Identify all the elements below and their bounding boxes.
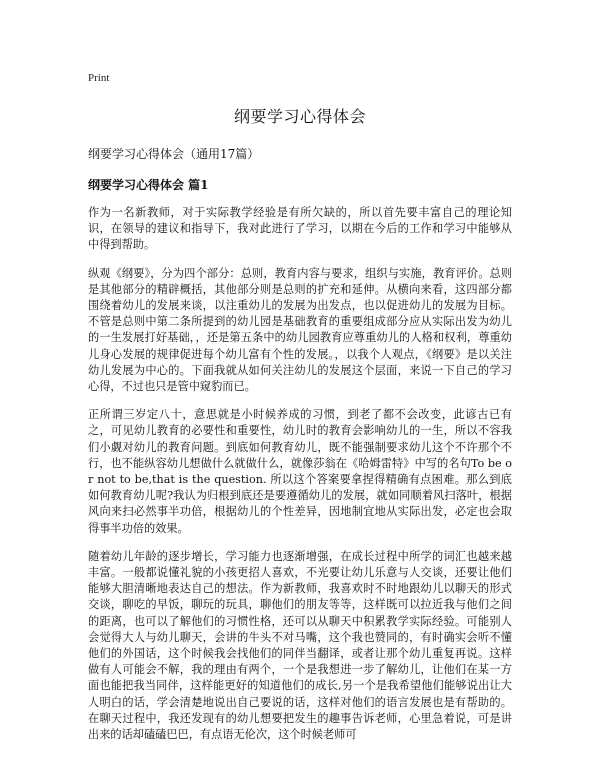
- paragraph-3: 正所谓三岁定八十，意思就是小时候养成的习惯，到老了都不会改变，此谚古已有之，可见幼儿教育的必要性和重要性，幼儿时的教育会影响幼儿的一生，所以不容我们小觑对幼儿的教育问题。到底如何教育幼儿，既不能强制要求幼儿这个不许那个不行，也不能纵容幼儿想做什么就做什么，就像莎翁在《哈姆雷特》中写的名句To be or not to be,that is the question. 所以这个答案要拿捏得精确有点困难。那么到底如何教育幼儿呢?我认为归根到底还是要遵循幼儿的发展，就如同顺着风扫落叶，根据风向来扫必然事半功倍，根据幼儿的个性差异，因地制宜地从实际出发，必定也会取得事半功倍的效果。: [88, 408, 512, 535]
- document-title: 纲要学习心得体会: [233, 107, 366, 126]
- document-subtitle: 纲要学习心得体会（通用17篇）: [88, 147, 260, 161]
- section-heading: 纲要学习心得体会 篇1: [88, 178, 209, 192]
- paragraph-1: 作为一名新教师，对于实际教学经验是有所欠缺的，所以首先要丰富自己的理论知识，在领导的建议和指导下，我对此进行了学习，以期在今后的工作和学习中能够从中得到帮助。: [88, 206, 512, 252]
- paragraph-4: 随着幼儿年龄的逐步增长，学习能力也逐渐增强，在成长过程中所学的词汇也越来越丰富。一般都说懂礼貌的小孩更招人喜欢，不光要让幼儿乐意与人交谈，还要让他们能够大胆清晰地表达自己的想法。作为新教师，我喜欢时不时地跟幼儿以聊天的形式交谈，聊吃的早饭，聊玩的玩具，聊他们的朋友等等，这样既可以拉近我与他们之间的距离，也可以了解他们的习惯性格，还可以从聊天中积累教学实际经验。可能别人会觉得大人与幼儿聊天，会讲的牛头不对马嘴，这个我也赞同的，有时确实会听不懂他们的外国话，这个时候我会找他们的同伴当翻译，或者让那个幼儿重复再说。这样做有人可能会不解，我的理由有两个，一个是我想进一步了解幼儿，让他们在某一方面也能把我当同伴，这样能更好的知道他们的成长,另一个是我希望他们能够说出让大人明白的话，学会清楚地说出自己要说的话，这样对他们的语言发展也是有帮助的。在聊天过程中，我还发现有的幼儿想要把发生的趣事告诉老师，心里急着说，可是讲出来的话却磕磕巴巴，有点语无伦次，这个时候老师可: [88, 549, 512, 742]
- paragraph-2: 纵观《纲要》，分为四个部分：总则，教育内容与要求，组织与实施，教育评价。总则是其他部分的精辟概括，其他部分则是总则的扩充和延伸。从横向来看，这四部分都围绕着幼儿的发展来谈，以注重幼儿的发展为出发点，也以促进幼儿的发展为目标。不管是总则中第二条所提到的幼儿园是基础教育的重要组成部分应从实际出发为幼儿的一生发展打好基础，，还是第五条中的幼儿园教育应尊重幼儿的人格和权利，尊重幼儿身心发展的规律促进每个幼儿富有个性的发展。，以我个人观点，《纲要》是以关注幼儿发展为中心的。下面我就从如何关注幼儿的发展这个层面，来说一下自己的学习心得，不过也只是管中窥豹而已。: [88, 266, 512, 394]
- print-link[interactable]: Print: [88, 72, 110, 84]
